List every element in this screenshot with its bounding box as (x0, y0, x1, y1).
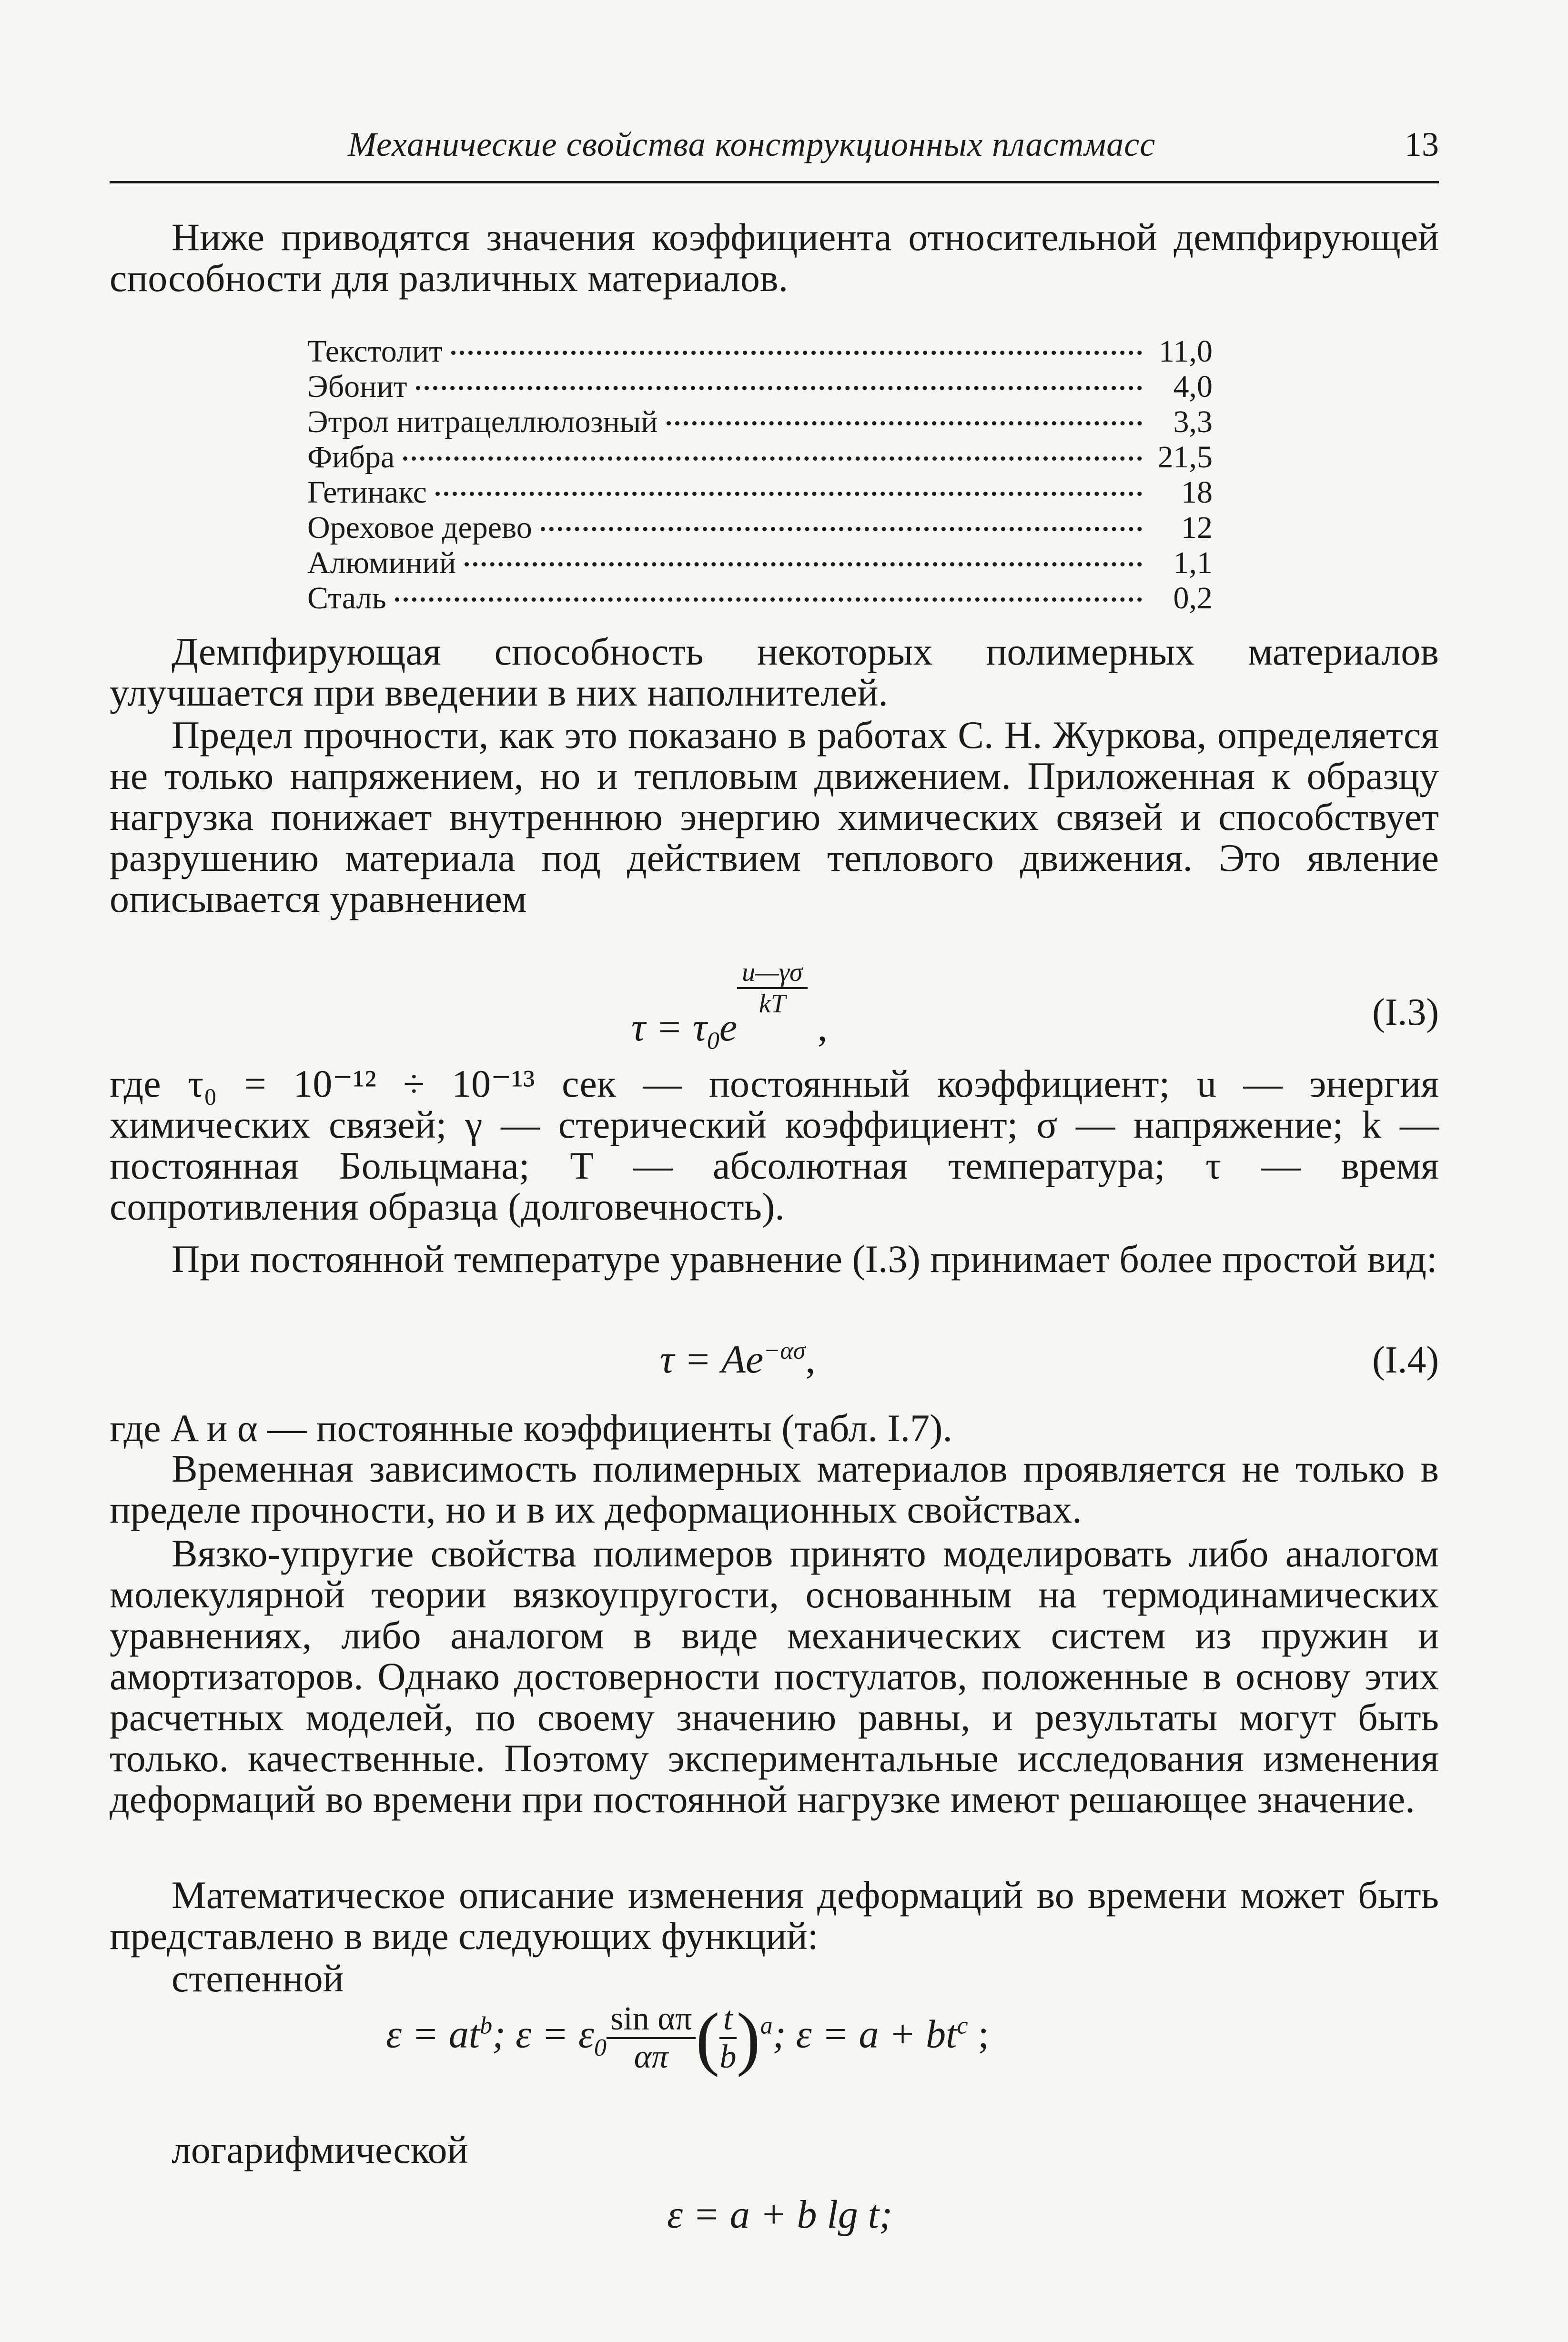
header-rule (110, 181, 1439, 183)
dot-leader (416, 386, 1142, 390)
power-term-1: ε = at (386, 2012, 480, 2057)
exp-numerator: u—γσ (737, 958, 807, 989)
paragraph-intro: Ниже приводятся значения коэффициента относительной демпфирующей способности для различных материалов. (110, 215, 1439, 300)
dot-leader (451, 351, 1142, 355)
damping-table (307, 333, 1213, 616)
equation-log: ε = a + b lg t; (667, 2192, 893, 2237)
equation-number-i4: (I.4) (1372, 1339, 1439, 1381)
material-name: Ореховое дерево (307, 510, 532, 545)
dot-leader (541, 527, 1142, 531)
paragraph-viscoelastic: Вязко-упругие свойства полимеров принято моделировать либо аналогом молекулярной теории вязкоупругости, основанным на термодинамических уравнениях, либо аналогом в виде механических систем из пружин и амортизаторов. Однако достоверности постулатов, положенные в основу этих расчетных моделей, по своему значению равны, и результаты могут быть только. качественные. Поэтому экспериментальные исследования изменения деформаций во времени при постоянной нагрузке имеют решающее значение. (110, 1532, 1439, 1821)
material-name: Фибра (307, 440, 395, 474)
dot-leader (403, 456, 1142, 461)
damping-value: 3,3 (1173, 404, 1213, 439)
dot-leader (395, 597, 1142, 602)
paragraph-damping-fillers: Демпфирующая способность некоторых полимерных материалов улучшается при введении в них наполнителей. (110, 630, 1439, 714)
paragraph-strength-limit: Предел прочности, как это показано в работах С. Н. Журкова, определяется не только напряжением, но и тепловым движением. Приложенная к образцу нагрузка понижает внутреннюю энергию химических связей и способствует разрушению материала под действием теплового движения. Это явление описывается уравнением (110, 713, 1439, 920)
equation-number-i3: (I.3) (1372, 991, 1439, 1033)
power-fraction (607, 2001, 696, 2075)
equation-i3 (631, 958, 828, 1055)
power-term-4: ; (968, 2012, 989, 2057)
fraction-numerator: sin απ (607, 2001, 696, 2039)
damping-row (307, 580, 1213, 616)
material-name: Этрол нитрацеллюлозный (307, 404, 658, 439)
dot-leader (435, 492, 1142, 496)
exp-denominator: kT (759, 989, 786, 1019)
material-name: Текстолит (307, 334, 443, 369)
eq-base: e (719, 1005, 738, 1050)
fraction-denominator: απ (634, 2039, 668, 2075)
damping-value: 18 (1181, 475, 1213, 510)
equation-power (386, 1999, 989, 2078)
label-log: логарифмической (172, 2128, 468, 2171)
damping-row (307, 333, 1213, 369)
power-exp-3: c (957, 2012, 968, 2039)
damping-value: 12 (1181, 510, 1213, 545)
paragraph-math-description: Математическое описание изменения деформаций во времени может быть представлено в виде следующих функций: (110, 1873, 1439, 1958)
damping-value: 1,1 (1173, 545, 1213, 580)
eq-trail: , (805, 1337, 816, 1382)
right-paren: ) (736, 1999, 760, 2078)
eq-body: τ = Ae (660, 1337, 764, 1382)
material-name: Гетинакс (307, 475, 427, 510)
paragraph-where-1: где τ₀ = 10⁻¹² ÷ 10⁻¹³ сек — постоянный коэффициент; u — энергия химических связей; γ — стерический коэффициент; σ — напряжение; k — постоянная Больцмана; T — абсолютная температура; τ — время сопротивления образца (долговечность). (110, 1062, 1439, 1228)
eq-trail: , (807, 1005, 828, 1050)
dot-leader (465, 562, 1142, 566)
damping-value: 4,0 (1173, 369, 1213, 404)
page-number: 13 (1405, 125, 1439, 163)
material-name: Алюминий (307, 545, 456, 580)
material-name: Сталь (307, 581, 386, 616)
damping-row (307, 545, 1213, 580)
eq-subscript: 0 (707, 1027, 719, 1055)
paragraph-where-2: где A и α — постоянные коэффициенты (табл. I.7). (110, 1406, 952, 1450)
eq-exponent: −ασ (763, 1337, 806, 1364)
damping-row (307, 510, 1213, 545)
power-term-2: ; ε = ε (492, 2012, 595, 2057)
power-exp-1: b (480, 2012, 493, 2039)
paren-denominator: b (719, 2039, 737, 2075)
equation-i4 (660, 1336, 816, 1383)
dot-leader (667, 421, 1142, 425)
damping-value: 0,2 (1173, 581, 1213, 616)
damping-row (307, 404, 1213, 439)
damping-row (307, 369, 1213, 404)
damping-value: 11,0 (1158, 334, 1213, 369)
label-power: степенной (172, 1957, 344, 2000)
running-title: Механические свойства конструкционных пластмасс (348, 125, 1156, 163)
running-header (110, 125, 1439, 182)
damping-row (307, 474, 1213, 510)
paren-fraction (719, 2001, 736, 2075)
power-term-3: ; ε = a + bt (772, 2012, 957, 2057)
paren-numerator: t (719, 2001, 736, 2039)
eq-exponent-fraction (737, 958, 807, 1019)
power-sub-2: 0 (594, 2034, 607, 2062)
material-name: Эбонит (307, 369, 407, 404)
paragraph-constant-temp: При постоянной температуре уравнение (I.3) принимает более простой вид: (172, 1237, 1437, 1281)
paragraph-time-dependence: Временная зависимость полимерных материалов проявляется не только в пределе прочности, но и в их деформационных свойствах. (110, 1447, 1439, 1531)
damping-row (307, 439, 1213, 474)
eq-lhs: τ = τ (631, 1005, 707, 1050)
paren-exponent: a (760, 2012, 773, 2039)
damping-value: 21,5 (1157, 440, 1213, 474)
left-paren: ( (696, 1999, 720, 2078)
